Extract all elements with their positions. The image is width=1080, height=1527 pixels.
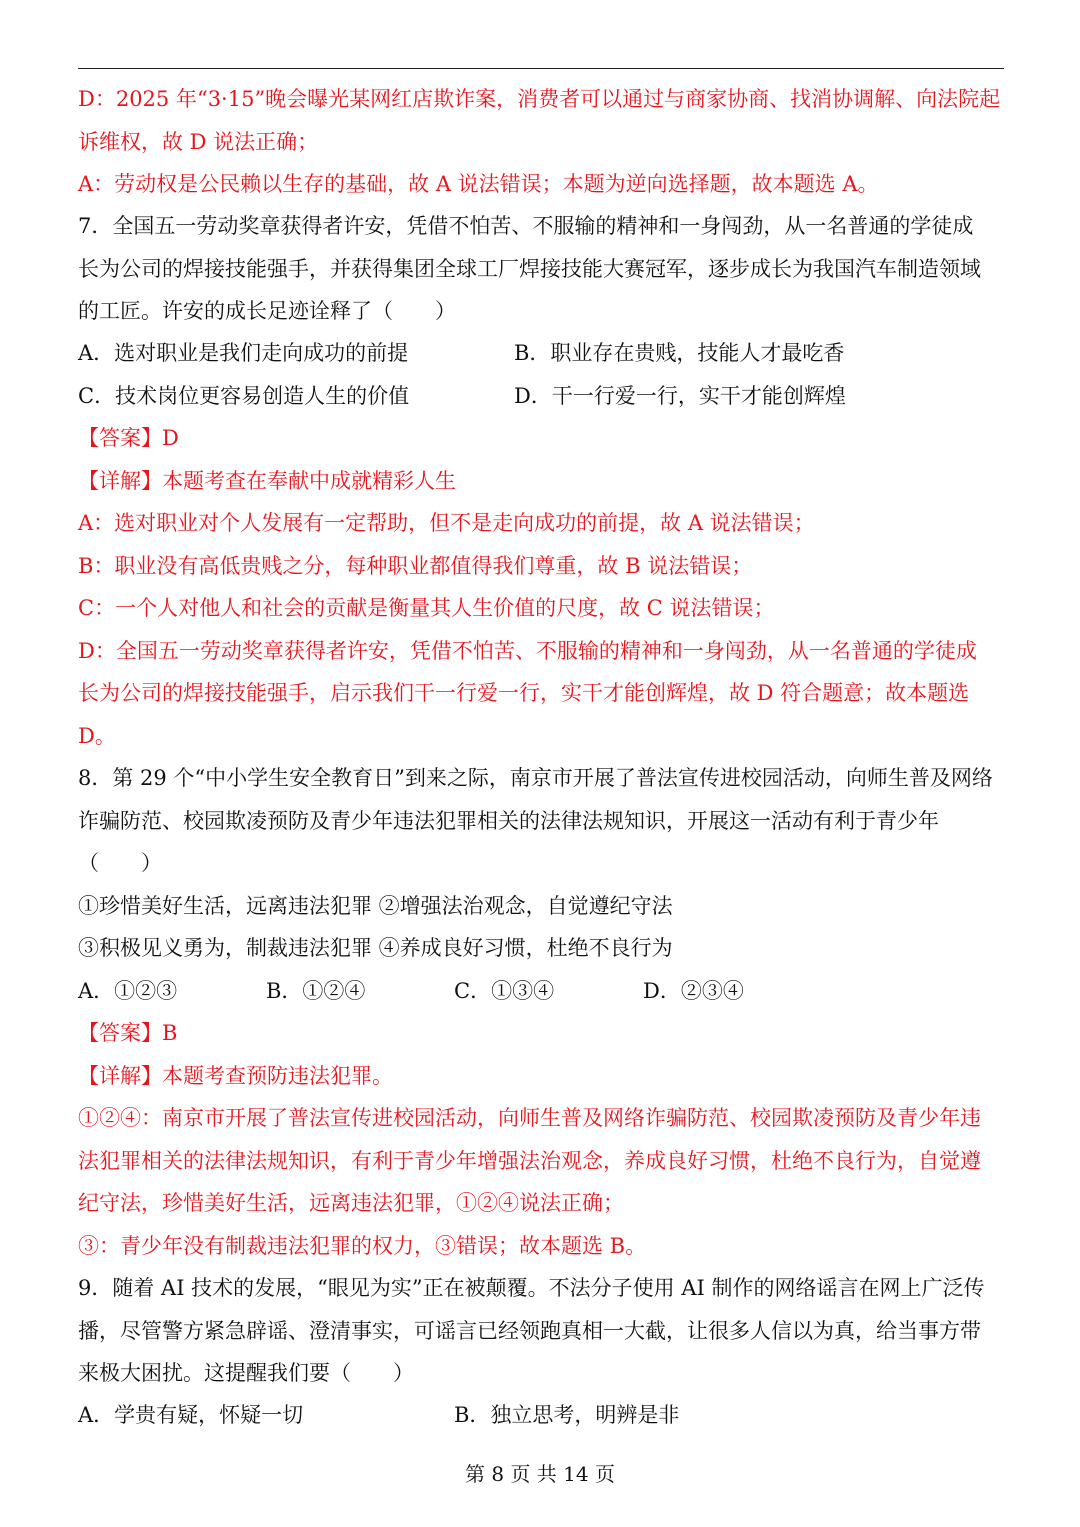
q7-explanation-a: A：选对职业对个人发展有一定帮助，但不是走向成功的前提，故 A 说法错误；	[78, 511, 815, 535]
q7-explanation-d-line3: D。	[78, 724, 116, 748]
q7-option-d: D．干一行爱一行，实干才能创辉煌	[514, 384, 846, 408]
prev-explanation-d-line2: 诉维权，故 D 说法正确；	[78, 130, 319, 154]
q7-option-b: B．职业存在贵贱，技能人才最吃香	[514, 341, 845, 365]
q7-stem-line3: 的工匠。许安的成长足迹诠释了（ ）	[78, 299, 456, 323]
q7-option-c: C．技术岗位更容易创造人生的价值	[78, 384, 410, 408]
q8-option-a: A．①②③	[78, 979, 178, 1003]
q8-explanation1-line2: 法犯罪相关的法律法规知识，有利于青少年增强法治观念，养成良好习惯，杜绝不良行为，自觉遵	[78, 1149, 981, 1173]
q8-items-line1: ①珍惜美好生活，远离违法犯罪 ②增强法治观念，自觉遵纪守法	[78, 894, 673, 918]
prev-explanation-a: A：劳动权是公民赖以生存的基础，故 A 说法错误；本题为逆向选择题，故本题选 A。	[78, 172, 879, 196]
q7-stem-line2: 长为公司的焊接技能强手，并获得集团全球工厂焊接技能大赛冠军，逐步成长为我国汽车制造领域	[78, 257, 981, 281]
q8-answer: 【答案】B	[78, 1021, 178, 1045]
q9-option-b: B．独立思考，明辨是非	[454, 1403, 680, 1427]
q7-explanation-c: C：一个人对他人和社会的贡献是衡量其人生价值的尺度，故 C 说法错误；	[78, 596, 775, 620]
q9-stem-line2: 播，尽管警方紧急辟谣、澄清事实，可谣言已经领跑真相一大截，让很多人信以为真，给当事方带	[78, 1319, 981, 1343]
q8-explanation2: ③：青少年没有制裁违法犯罪的权力，③错误；故本题选 B。	[78, 1234, 647, 1258]
prev-explanation-d-line1: D：2025 年“3·15”晚会曝光某网红店欺诈案，消费者可以通过与商家协商、找消协调解、向法院起	[78, 87, 1001, 111]
q7-answer: 【答案】D	[78, 426, 179, 450]
q7-option-a: A．选对职业是我们走向成功的前提	[78, 341, 409, 365]
q8-explanation1-line3: 纪守法，珍惜美好生活，远离违法犯罪，①②④说法正确；	[78, 1191, 624, 1215]
q7-stem-line1: 7．全国五一劳动奖章获得者许安，凭借不怕苦、不服输的精神和一身闯劲，从一名普通的学徒成	[78, 214, 974, 238]
q8-option-b: B．①②④	[266, 979, 366, 1003]
q8-explanation1-line1: ①②④：南京市开展了普法宣传进校园活动，向师生普及网络诈骗防范、校园欺凌预防及青少年违	[78, 1106, 981, 1130]
q8-detail-heading: 【详解】本题考查预防违法犯罪。	[78, 1064, 393, 1088]
q9-stem-line3: 来极大困扰。这提醒我们要（ ）	[78, 1361, 414, 1385]
q8-items-line2: ③积极见义勇为，制裁违法犯罪 ④养成良好习惯，杜绝不良行为	[78, 936, 673, 960]
page-footer: 第 8 页 共 14 页	[465, 1462, 615, 1486]
q7-explanation-b: B：职业没有高低贵贱之分，每种职业都值得我们尊重，故 B 说法错误；	[78, 554, 753, 578]
q8-stem-line2: 诈骗防范、校园欺凌预防及青少年违法犯罪相关的法律法规知识，开展这一活动有利于青少年	[78, 809, 939, 833]
header-rule	[78, 68, 1004, 69]
q8-option-d: D．②③④	[643, 979, 744, 1003]
q7-explanation-d-line1: D：全国五一劳动奖章获得者许安，凭借不怕苦、不服输的精神和一身闯劲，从一名普通的学徒成	[78, 639, 977, 663]
q7-detail-heading: 【详解】本题考查在奉献中成就精彩人生	[78, 469, 456, 493]
q9-option-a: A．学贵有疑，怀疑一切	[78, 1403, 304, 1427]
q8-option-c: C．①③④	[454, 979, 555, 1003]
q7-explanation-d-line2: 长为公司的焊接技能强手，启示我们干一行爱一行，实干才能创辉煌，故 D 符合题意；故本题选	[78, 681, 970, 705]
q8-stem-line3: （ ）	[78, 851, 162, 875]
q8-stem-line1: 8．第 29 个“中小学生安全教育日”到来之际，南京市开展了普法宣传进校园活动，向师生普及网络	[78, 766, 993, 790]
q9-stem-line1: 9．随着 AI 技术的发展，“眼见为实”正在被颠覆。不法分子使用 AI 制作的网络谣言在网上广泛传	[78, 1276, 985, 1300]
